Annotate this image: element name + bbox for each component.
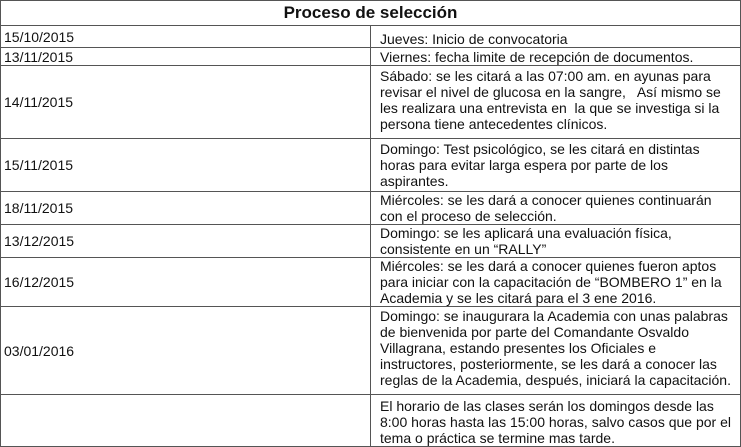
row-description-text: Sábado: se les citará a las 07:00 am. en ayunas para revisar el nivel de glucosa en la sangre, Así mismo se les realizara una entrevista en la que se investiga si la persona tiene antecedentes clínicos. (380, 68, 725, 132)
table-row (1, 258, 741, 307)
row-description: Domingo: se les aplicará una evaluación física, consistente en un “RALLY” (371, 225, 741, 258)
row-description: Miércoles: se les dará a conocer quienes fueron aptos para iniciar con la capacitación de “BOMBERO 1” en la Academia y se les citará para el 3 ene 2016. (371, 258, 741, 307)
row-date: 03/01/2016 (1, 307, 371, 395)
row-date: 13/11/2015 (1, 48, 371, 66)
row-description: Miércoles: se les dará a conocer quienes continuarán con el proceso de selección. (371, 192, 741, 225)
row-description-text: Domingo: se inaugurara la Academia con unas palabras de bienvenida por parte del Comandante Osvaldo Villagrana, estando presentes los Oficiales e instructores, posteriormente, se les dará a conocer las reglas de la Academia, después, iniciará la capacitación. (380, 308, 731, 388)
table-row (1, 66, 741, 139)
table-row (1, 395, 741, 447)
table-row (1, 225, 741, 258)
row-description: Jueves: Inicio de convocatoria (371, 26, 741, 48)
table-row (1, 139, 741, 192)
table-row (1, 26, 741, 48)
table-row (1, 192, 741, 225)
row-description: Viernes: fecha limite de recepción de documentos. (371, 48, 741, 66)
row-description (371, 395, 741, 447)
row-description (371, 307, 741, 395)
row-date: 16/12/2015 (1, 258, 371, 307)
title-row (1, 1, 741, 26)
row-description (371, 66, 741, 139)
row-date: 13/12/2015 (1, 225, 371, 258)
table-row (1, 48, 741, 66)
row-date: 14/11/2015 (1, 66, 371, 139)
row-date: 18/11/2015 (1, 192, 371, 225)
row-description-text: Domingo: Test psicológico, se les citará en distintas horas para evitar larga espera por parte de los aspirantes. (380, 141, 700, 189)
row-date: 15/11/2015 (1, 139, 371, 192)
row-description-text: El horario de las clases serán los domingos desde las 8:00 horas hasta las 15:00 horas, salvo casos que por el tema o práctica se termine mas tarde. (380, 398, 731, 446)
table-row (1, 307, 741, 395)
row-description (371, 139, 741, 192)
table-title: Proceso de selección (1, 1, 741, 26)
row-date: 15/10/2015 (1, 26, 371, 48)
row-date (1, 395, 371, 447)
